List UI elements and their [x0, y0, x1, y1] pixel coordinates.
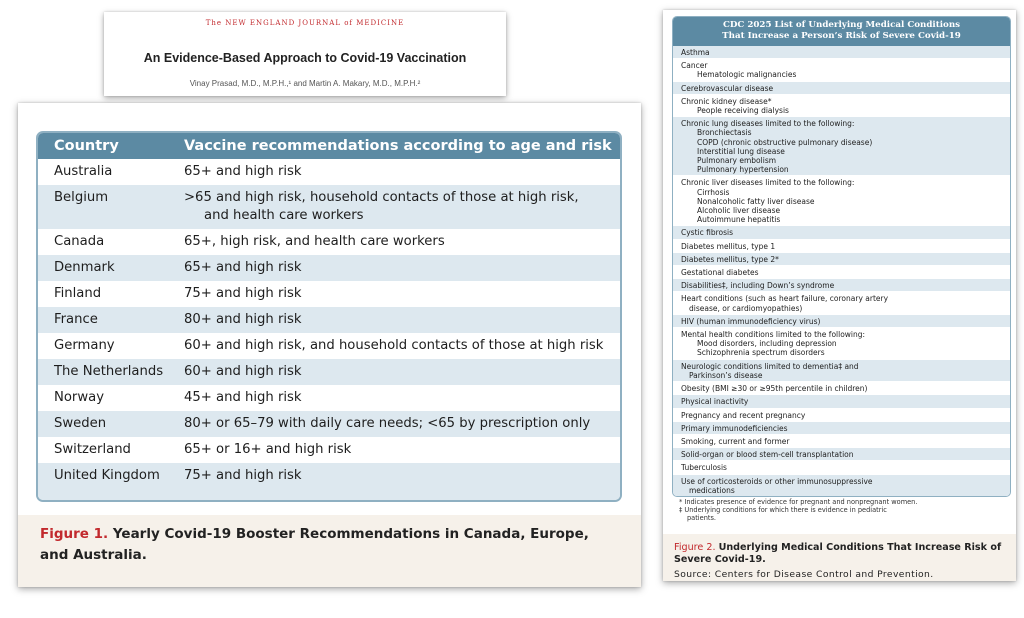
condition-row	[673, 435, 1010, 448]
medical-conditions-table	[672, 16, 1011, 497]
condition-subitem: Cirrhosis	[697, 187, 730, 197]
condition-text: Solid-organ or blood stem-cell transplantation	[681, 450, 854, 460]
country-cell: Australia	[54, 164, 113, 179]
condition-text: Smoking, current and former	[681, 436, 790, 446]
figure-1-label: Figure 1.	[40, 526, 109, 542]
condition-row	[673, 461, 1010, 474]
table-row	[38, 359, 620, 385]
condition-row	[673, 315, 1010, 328]
condition-row	[673, 176, 1010, 226]
condition-text: Chronic liver diseases limited to the following:	[681, 178, 855, 188]
condition-row	[673, 382, 1010, 395]
recommendation-cell: 65+ and high risk	[184, 260, 302, 275]
condition-text-continued: Parkinson’s disease	[689, 370, 763, 380]
condition-text: Cerebrovascular disease	[681, 83, 774, 93]
figure-1	[18, 103, 641, 587]
article-title: An Evidence-Based Approach to Covid-19 Vaccination	[143, 51, 467, 65]
condition-subitem: Interstitial lung disease	[697, 146, 785, 156]
condition-row	[673, 448, 1010, 461]
condition-subitem: Pulmonary embolism	[697, 156, 777, 166]
country-cell: Belgium	[54, 190, 109, 205]
condition-subitem: Pulmonary hypertension	[697, 165, 789, 175]
condition-row	[673, 279, 1010, 292]
condition-text: Cancer	[681, 61, 708, 71]
condition-text: Gestational diabetes	[681, 268, 759, 278]
country-cell: Sweden	[54, 416, 107, 431]
recommendation-text-continued: and health care workers	[204, 208, 364, 223]
recommendation-cell: 75+ and high risk	[184, 468, 302, 483]
country-cell: Switzerland	[54, 442, 131, 457]
condition-text: Primary immunodeficiencies	[681, 423, 788, 433]
condition-text: Diabetes mellitus, type 2*	[681, 254, 779, 264]
condition-text: Use of corticosteroids or other immunosuppressive	[681, 476, 873, 486]
table-header-line-1: CDC 2025 List of Underlying Medical Conditions	[722, 20, 961, 30]
column-header-recommendations: Vaccine recommendations according to age and risk	[184, 138, 612, 154]
condition-row	[673, 117, 1010, 176]
figure-2-caption	[663, 534, 1016, 581]
column-header-country: Country	[54, 138, 119, 154]
condition-subitem: Mood disorders, including depression	[697, 339, 837, 349]
table-row	[38, 185, 620, 229]
condition-text: Neurologic conditions limited to dementia‡ and	[681, 361, 859, 371]
recommendation-cell: 80+ or 65–79 with daily care needs; <65 by prescription only	[184, 416, 591, 431]
condition-text: Obesity (BMI ≥30 or ≥95th percentile in children)	[681, 384, 868, 394]
condition-text: Chronic lung diseases limited to the following:	[681, 119, 855, 129]
country-cell: Canada	[54, 234, 105, 249]
article-header	[104, 12, 506, 96]
condition-text: Heart conditions (such as heart failure, coronary artery	[681, 294, 889, 304]
table-row	[38, 437, 620, 463]
table-row	[38, 159, 620, 185]
condition-subitem: Alcoholic liver disease	[697, 206, 781, 216]
condition-text: Chronic kidney disease*	[681, 96, 772, 106]
condition-text: Mental health conditions limited to the following:	[681, 330, 866, 340]
condition-row	[673, 266, 1010, 279]
condition-row	[673, 82, 1010, 95]
footnote-double-dagger-continued: patients.	[687, 514, 716, 522]
country-cell: Germany	[54, 338, 115, 353]
footnote-double-dagger: ‡ Underlying conditions for which there is evidence in pediatric	[679, 506, 887, 514]
table-header-line-2: That Increase a Person’s Risk of Severe Covid-19	[722, 31, 961, 41]
condition-text-continued: medications	[689, 485, 735, 495]
condition-row	[673, 240, 1010, 253]
condition-text-continued: disease, or cardiomyopathies)	[689, 303, 803, 313]
condition-row	[673, 46, 1010, 59]
condition-subitem: Nonalcoholic fatty liver disease	[697, 196, 815, 206]
condition-subitem: People receiving dialysis	[697, 106, 789, 116]
table-row	[38, 463, 620, 502]
footnote-asterisk: * Indicates presence of evidence for pregnant and nonpregnant women.	[679, 498, 918, 506]
condition-subitem: COPD (chronic obstructive pulmonary disease)	[697, 137, 873, 147]
recommendation-cell: 45+ and high risk	[184, 390, 302, 405]
recommendation-text: >65 and high risk, household contacts of those at high risk,	[184, 190, 579, 205]
condition-text: HIV (human immunodeficiency virus)	[681, 316, 821, 326]
condition-text: Asthma	[681, 48, 710, 57]
condition-row	[673, 226, 1010, 239]
country-cell: The Netherlands	[54, 364, 164, 379]
figure-2-source: Source: Centers for Disease Control and Prevention.	[674, 569, 934, 580]
country-cell: France	[54, 312, 98, 327]
country-cell: Denmark	[54, 260, 115, 275]
booster-recommendations-table	[36, 131, 622, 502]
figure-2	[663, 10, 1016, 581]
table-footnotes	[679, 498, 1009, 522]
figure-2-label: Figure 2.	[674, 542, 716, 553]
figure-1-caption-text: Yearly Covid-19 Booster Recommendations in Canada, Europe, and Australia.	[40, 526, 589, 563]
country-cell: United Kingdom	[54, 468, 160, 483]
article-authors: Vinay Prasad, M.D., M.P.H.,¹ and Martin A. Makary, M.D., M.P.H.²	[189, 79, 421, 88]
condition-subitem: Autoimmune hepatitis	[697, 215, 781, 225]
recommendation-cell: 65+ and high risk	[184, 164, 302, 179]
condition-subitem: Schizophrenia spectrum disorders	[697, 348, 825, 358]
condition-row	[673, 475, 1010, 497]
condition-text: Tuberculosis	[681, 463, 727, 473]
recommendation-cell: 65+ or 16+ and high risk	[184, 442, 352, 457]
condition-row	[673, 95, 1010, 117]
condition-row	[673, 253, 1010, 266]
table-row	[38, 229, 620, 255]
journal-name: The NEW ENGLAND JOURNAL of MEDICINE	[205, 19, 405, 27]
condition-row	[673, 292, 1010, 314]
recommendation-cell: 80+ and high risk	[184, 312, 302, 327]
country-cell: Norway	[54, 390, 105, 405]
table-row	[38, 385, 620, 411]
table-row	[38, 281, 620, 307]
condition-row	[673, 409, 1010, 422]
table-header	[673, 17, 1010, 46]
condition-text: Pregnancy and recent pregnancy	[681, 410, 806, 420]
condition-row	[673, 59, 1010, 81]
recommendation-cell: 75+ and high risk	[184, 286, 302, 301]
table-header	[38, 133, 620, 159]
condition-subitem: Hematologic malignancies	[697, 70, 797, 80]
condition-row	[673, 360, 1010, 382]
table-row	[38, 255, 620, 281]
condition-subitem: Bronchiectasis	[697, 128, 752, 138]
table-row	[38, 333, 620, 359]
figure-1-caption	[18, 515, 641, 587]
condition-text: Diabetes mellitus, type 1	[681, 241, 776, 251]
table-row	[38, 307, 620, 333]
recommendation-cell: 65+, high risk, and health care workers	[184, 234, 445, 249]
recommendation-cell	[184, 185, 620, 229]
condition-text: Disabilities‡, including Down’s syndrome	[681, 281, 835, 291]
figure-2-caption-text: Underlying Medical Conditions That Increase Risk of Severe Covid-19.	[674, 542, 1002, 565]
condition-row	[673, 395, 1010, 408]
recommendation-cell: 60+ and high risk, and household contacts of those at high risk	[184, 338, 604, 353]
condition-text: Physical inactivity	[681, 397, 749, 407]
condition-row	[673, 328, 1010, 360]
country-cell: Finland	[54, 286, 102, 301]
condition-text: Cystic fibrosis	[681, 228, 734, 238]
table-row	[38, 411, 620, 437]
recommendation-cell: 60+ and high risk	[184, 364, 302, 379]
condition-row	[673, 422, 1010, 435]
